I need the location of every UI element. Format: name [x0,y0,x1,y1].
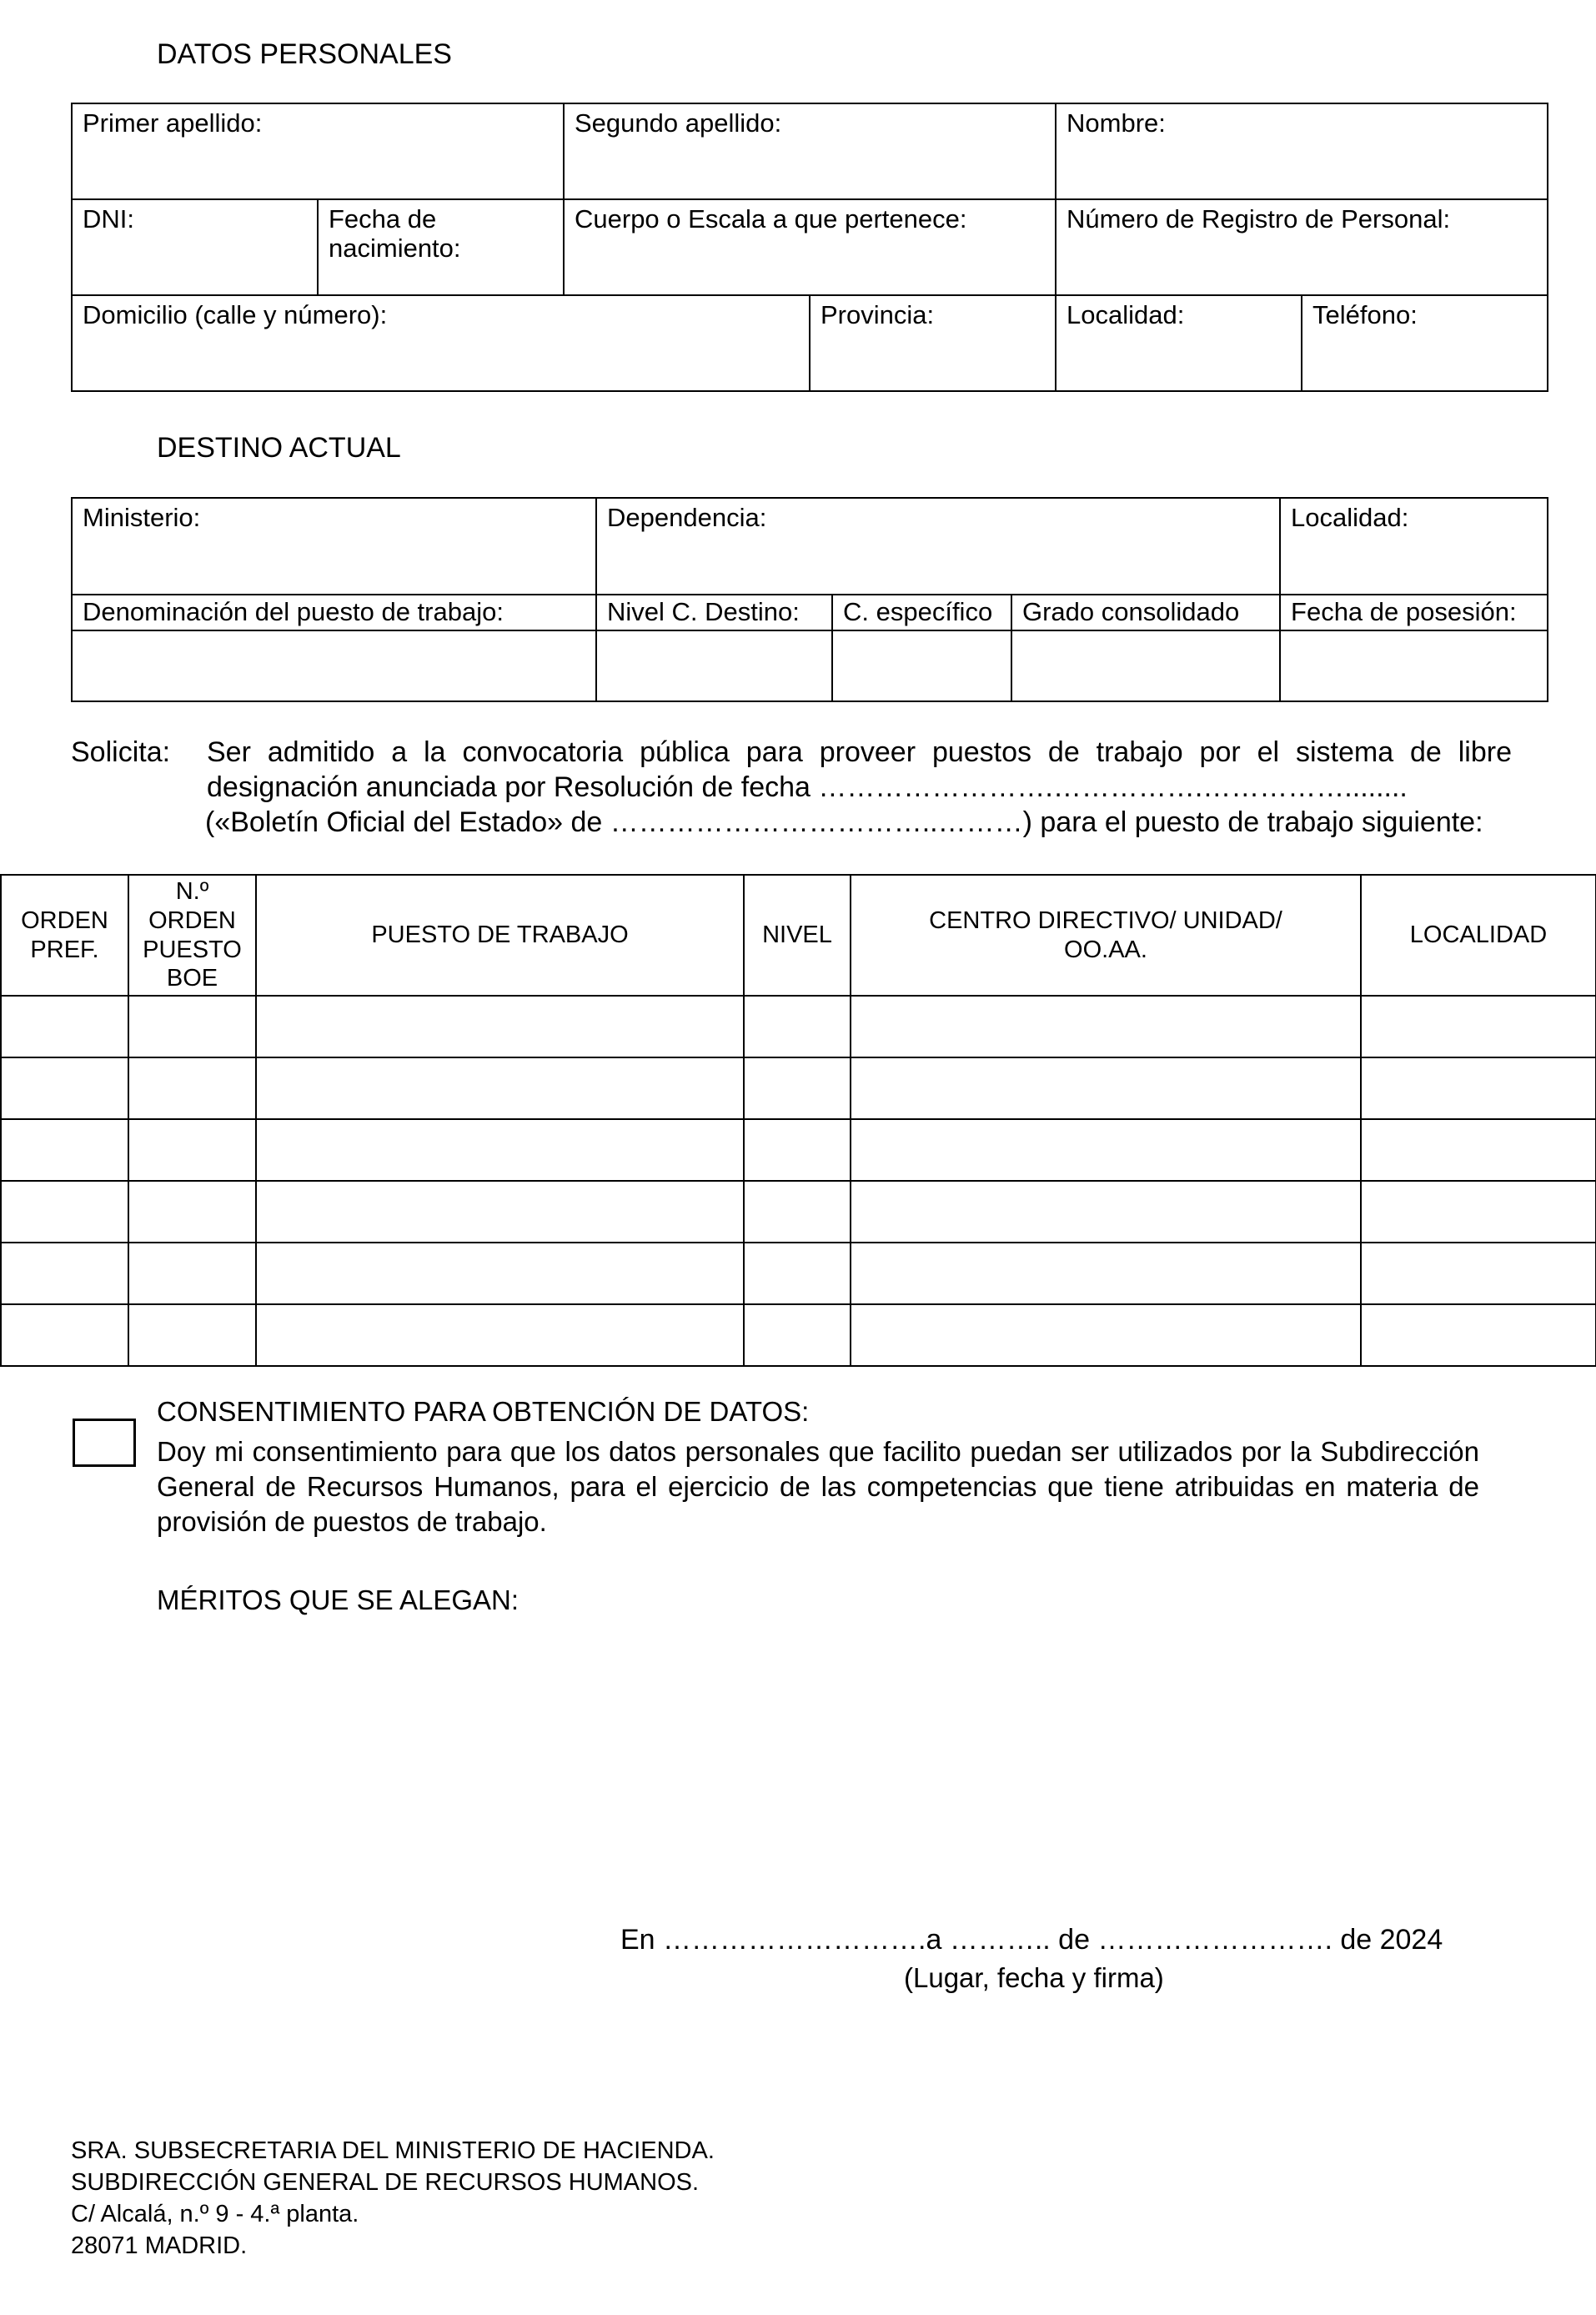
solicita-label: Solicita: [71,736,171,768]
provincia-label: Provincia: [821,300,935,329]
table-row [1,1119,1596,1181]
footer-ciudad: 28071 MADRID. [71,2232,248,2259]
col-orden-pref-header: ORDEN PREF. [1,875,128,996]
nivel-cell[interactable] [744,1181,851,1243]
dependencia-label: Dependencia: [607,503,767,532]
nivel-cell[interactable] [744,1057,851,1119]
fecha-posesion-label: Fecha de posesión: [1280,595,1548,630]
puestos-table [0,874,1596,1367]
orden-pref-cell[interactable] [1,1057,128,1119]
meritos-area[interactable] [157,1626,1479,1876]
puesto-cell[interactable] [256,1181,744,1243]
fecha-nacimiento-label: Fecha de nacimiento: [329,204,461,263]
nombre-label: Nombre: [1067,108,1166,138]
table-row [1,1243,1596,1304]
table-row [1,1304,1596,1366]
localidad-cell[interactable] [1361,1304,1596,1366]
dni-label: DNI: [83,204,134,234]
num-orden-cell[interactable] [128,1181,256,1243]
destino-actual-title: DESTINO ACTUAL [157,432,401,464]
destino-localidad-field[interactable] [1280,498,1548,595]
solicita-line-3: («Boletín Oficial del Estado» de ……………………………..………) para el puesto de trabajo siguiente: [205,806,1483,838]
nombre-field[interactable] [1056,103,1548,199]
nivel-cell[interactable] [744,1243,851,1304]
denominacion-label: Denominación del puesto de trabajo: [72,595,596,630]
complemento-especifico-input[interactable] [832,630,1011,701]
num-orden-cell[interactable] [128,1304,256,1366]
centro-cell[interactable] [851,1304,1361,1366]
segundo-apellido-label: Segundo apellido: [575,108,782,138]
registro-personal-field[interactable] [1056,199,1548,295]
puestos-header-row [1,875,1596,996]
footer-destinatario: SRA. SUBSECRETARIA DEL MINISTERIO DE HACIENDA. [71,2137,715,2164]
firma-line: En ……………………….a ……….. de ……………………. de 2024 [620,1924,1443,1956]
ministerio-field[interactable] [72,498,596,595]
localidad-cell[interactable] [1361,996,1596,1057]
dependencia-field[interactable] [596,498,1280,595]
nivel-cell[interactable] [744,1304,851,1366]
centro-cell[interactable] [851,1243,1361,1304]
puesto-cell[interactable] [256,996,744,1057]
denominacion-input[interactable] [72,630,596,701]
primer-apellido-field[interactable] [72,103,564,199]
cuerpo-escala-field[interactable] [564,199,1056,295]
provincia-field[interactable] [810,295,1056,391]
table-row [1,1057,1596,1119]
centro-cell[interactable] [851,1119,1361,1181]
orden-pref-cell[interactable] [1,996,128,1057]
segundo-apellido-field[interactable] [564,103,1056,199]
puesto-cell[interactable] [256,1243,744,1304]
fecha-nacimiento-field[interactable] [318,199,564,295]
grado-consolidado-label: Grado consolidado [1011,595,1280,630]
nivel-destino-input[interactable] [596,630,832,701]
datos-personales-table [71,103,1548,392]
registro-personal-label: Número de Registro de Personal: [1067,204,1451,234]
fecha-posesion-input[interactable] [1280,630,1548,701]
orden-pref-cell[interactable] [1,1243,128,1304]
centro-cell[interactable] [851,996,1361,1057]
orden-pref-cell[interactable] [1,1304,128,1366]
puesto-cell[interactable] [256,1119,744,1181]
col-localidad-header: LOCALIDAD [1361,875,1596,996]
orden-pref-cell[interactable] [1,1181,128,1243]
primer-apellido-label: Primer apellido: [83,108,263,138]
puesto-cell[interactable] [256,1057,744,1119]
centro-cell[interactable] [851,1181,1361,1243]
solicita-line-2: designación anunciada por Resolución de fecha …………………….…………….……………........ [207,771,1408,803]
localidad-cell[interactable] [1361,1057,1596,1119]
footer-subdireccion: SUBDIRECCIÓN GENERAL DE RECURSOS HUMANOS. [71,2169,700,2196]
dni-field[interactable] [72,199,318,295]
centro-cell[interactable] [851,1057,1361,1119]
complemento-especifico-label: C. específico [832,595,1011,630]
ministerio-label: Ministerio: [83,503,201,532]
domicilio-label: Domicilio (calle y número): [83,300,388,329]
num-orden-cell[interactable] [128,1119,256,1181]
destino-actual-table [71,497,1548,702]
localidad-label: Localidad: [1067,300,1185,329]
localidad-cell[interactable] [1361,1119,1596,1181]
col-centro-header: CENTRO DIRECTIVO/ UNIDAD/ OO.AA. [851,875,1361,996]
nivel-cell[interactable] [744,1119,851,1181]
col-num-orden-header: N.º ORDEN PUESTO BOE [128,875,256,996]
localidad-field[interactable] [1056,295,1302,391]
datos-personales-title: DATOS PERSONALES [157,38,452,70]
orden-pref-cell[interactable] [1,1119,128,1181]
solicita-line-1: Ser admitido a la convocatoria pública para proveer puestos de trabajo por el sistema de libre [207,736,1512,768]
num-orden-cell[interactable] [128,1243,256,1304]
nivel-destino-label: Nivel C. Destino: [596,595,832,630]
footer-calle: C/ Alcalá, n.º 9 - 4.ª planta. [71,2201,359,2227]
col-nivel-header: NIVEL [744,875,851,996]
nivel-cell[interactable] [744,996,851,1057]
puesto-cell[interactable] [256,1304,744,1366]
firma-caption: (Lugar, fecha y firma) [904,1962,1164,1993]
localidad-cell[interactable] [1361,1243,1596,1304]
meritos-title: MÉRITOS QUE SE ALEGAN: [157,1584,519,1615]
cuerpo-escala-label: Cuerpo o Escala a que pertenece: [575,204,967,234]
footer-address [71,2135,715,2262]
destino-localidad-label: Localidad: [1291,503,1409,532]
domicilio-field[interactable] [72,295,810,391]
col-puesto-header: PUESTO DE TRABAJO [256,875,744,996]
num-orden-cell[interactable] [128,996,256,1057]
table-row [1,996,1596,1057]
num-orden-cell[interactable] [128,1057,256,1119]
telefono-field[interactable] [1302,295,1548,391]
consentimiento-text: Doy mi consentimiento para que los datos personales que facilito puedan ser utilizados por la Subdirección General de Recursos Humanos, para el ejercicio de las competencias que tiene atribuidas en materia de provisión de puestos de trabajo. [157,1436,1479,1537]
localidad-cell[interactable] [1361,1181,1596,1243]
table-row [1,1181,1596,1243]
grado-consolidado-input[interactable] [1011,630,1280,701]
consentimiento-checkbox[interactable] [73,1419,136,1467]
telefono-label: Teléfono: [1312,300,1418,329]
consentimiento-title: CONSENTIMIENTO PARA OBTENCIÓN DE DATOS: [157,1396,810,1427]
